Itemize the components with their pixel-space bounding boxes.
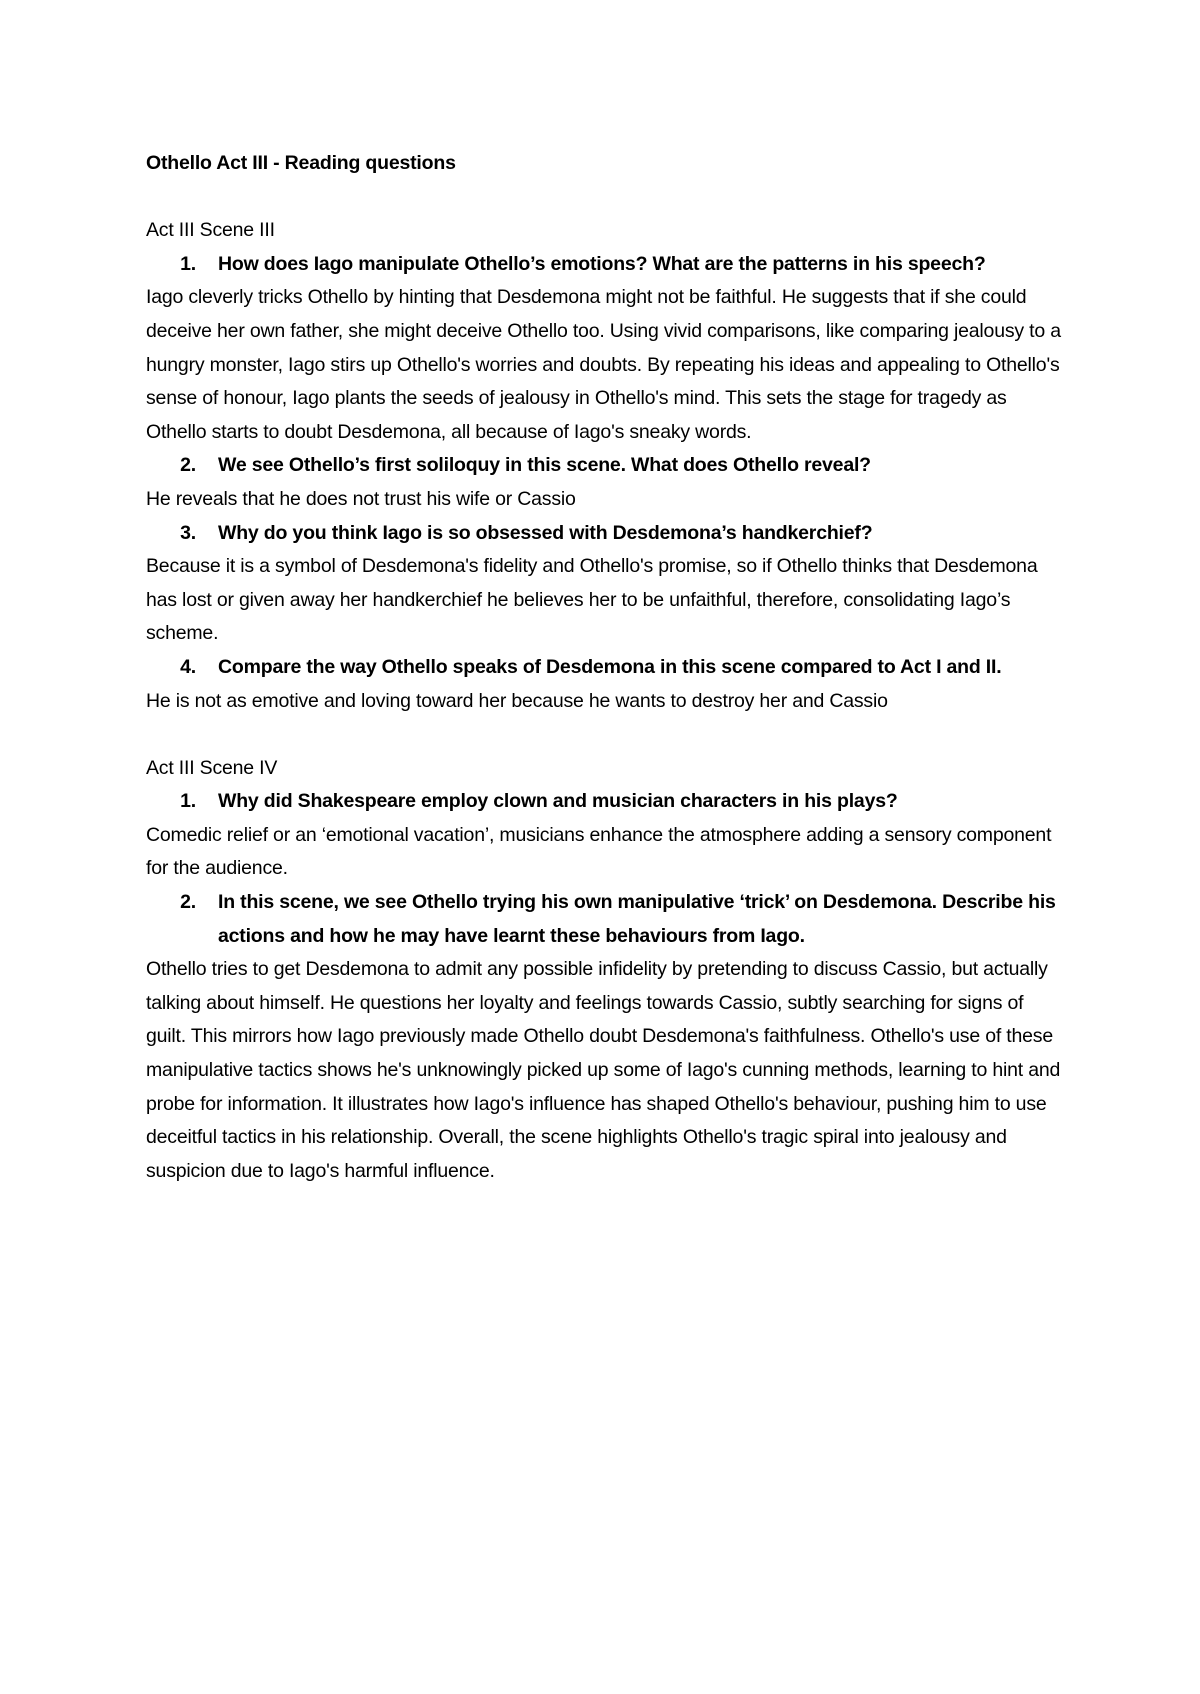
question (146, 886, 1066, 953)
question-number: 3. (180, 521, 196, 544)
answer-text: He reveals that he does not trust his wife or Cassio (146, 487, 576, 510)
question-number: 2. (180, 454, 196, 477)
blank-line (146, 181, 1066, 215)
question (146, 449, 1066, 483)
question-text: In this scene, we see Othello trying his own manipulative ‘trick’ on Desdemona. Describe his actions and how he may have learnt these behaviours from Iago. (218, 891, 1056, 947)
question (146, 248, 1066, 282)
question-text: How does Iago manipulate Othello’s emotions? What are the patterns in his speech? (218, 252, 986, 275)
question (146, 651, 1066, 685)
answer-text: Iago cleverly tricks Othello by hinting that Desdemona might not be faithful. He suggests that if she could deceive her own father, she might deceive Othello too. Using vivid comparisons, like comparing jealousy to a hungry monster, Iago stirs up Othello's worries and doubts. By repeating his ideas and appealing to Othello's sense of honour, Iago plants the seeds of jealousy in Othello's mind. This sets the stage for tragedy as Othello starts to doubt Desdemona, all because of Iago's sneaky words. (146, 286, 1061, 443)
document-title: Othello Act III - Reading questions (146, 152, 456, 174)
document-body (146, 147, 1066, 1188)
blank-line (146, 718, 1066, 752)
answer-text: He is not as emotive and loving toward her because he wants to destroy her and Cassio (146, 689, 888, 712)
question-number: 2. (180, 891, 196, 914)
question-text: Why did Shakespeare employ clown and musician characters in his plays? (218, 790, 898, 813)
question-number: 1. (180, 790, 196, 813)
question-text: Why do you think Iago is so obsessed with Desdemona’s handkerchief? (218, 521, 873, 544)
answer-text: Because it is a symbol of Desdemona's fidelity and Othello's promise, so if Othello thinks that Desdemona has lost or given away her handkerchief he believes her to be unfaithful, therefore, consolidating Iago’s scheme. (146, 555, 1038, 645)
question-text: Compare the way Othello speaks of Desdemona in this scene compared to Act I and II. (218, 655, 1002, 678)
scene-heading: Act III Scene III (146, 219, 275, 242)
question (146, 517, 1066, 551)
question-text: We see Othello’s first soliloquy in this scene. What does Othello reveal? (218, 454, 871, 477)
question (146, 785, 1066, 819)
answer-text: Comedic relief or an ‘emotional vacation’, musicians enhance the atmosphere adding a sensory component for the audience. (146, 823, 1052, 880)
question-number: 4. (180, 655, 196, 678)
scene-heading: Act III Scene IV (146, 756, 278, 779)
answer-text: Othello tries to get Desdemona to admit any possible infidelity by pretending to discuss Cassio, but actually talking about himself. He questions her loyalty and feelings towards Cassio, subtly searching for signs of guilt. This mirrors how Iago previously made Othello doubt Desdemona's faithfulness. Othello's use of these manipulative tactics shows he's unknowingly picked up some of Iago's cunning methods, learning to hint and probe for information. It illustrates how Iago's influence has shaped Othello's behaviour, pushing him to use deceitful tactics in his relationship. Overall, the scene highlights Othello's tragic spiral into jealousy and suspicion due to Iago's harmful influence. (146, 958, 1061, 1182)
question-number: 1. (180, 252, 196, 275)
